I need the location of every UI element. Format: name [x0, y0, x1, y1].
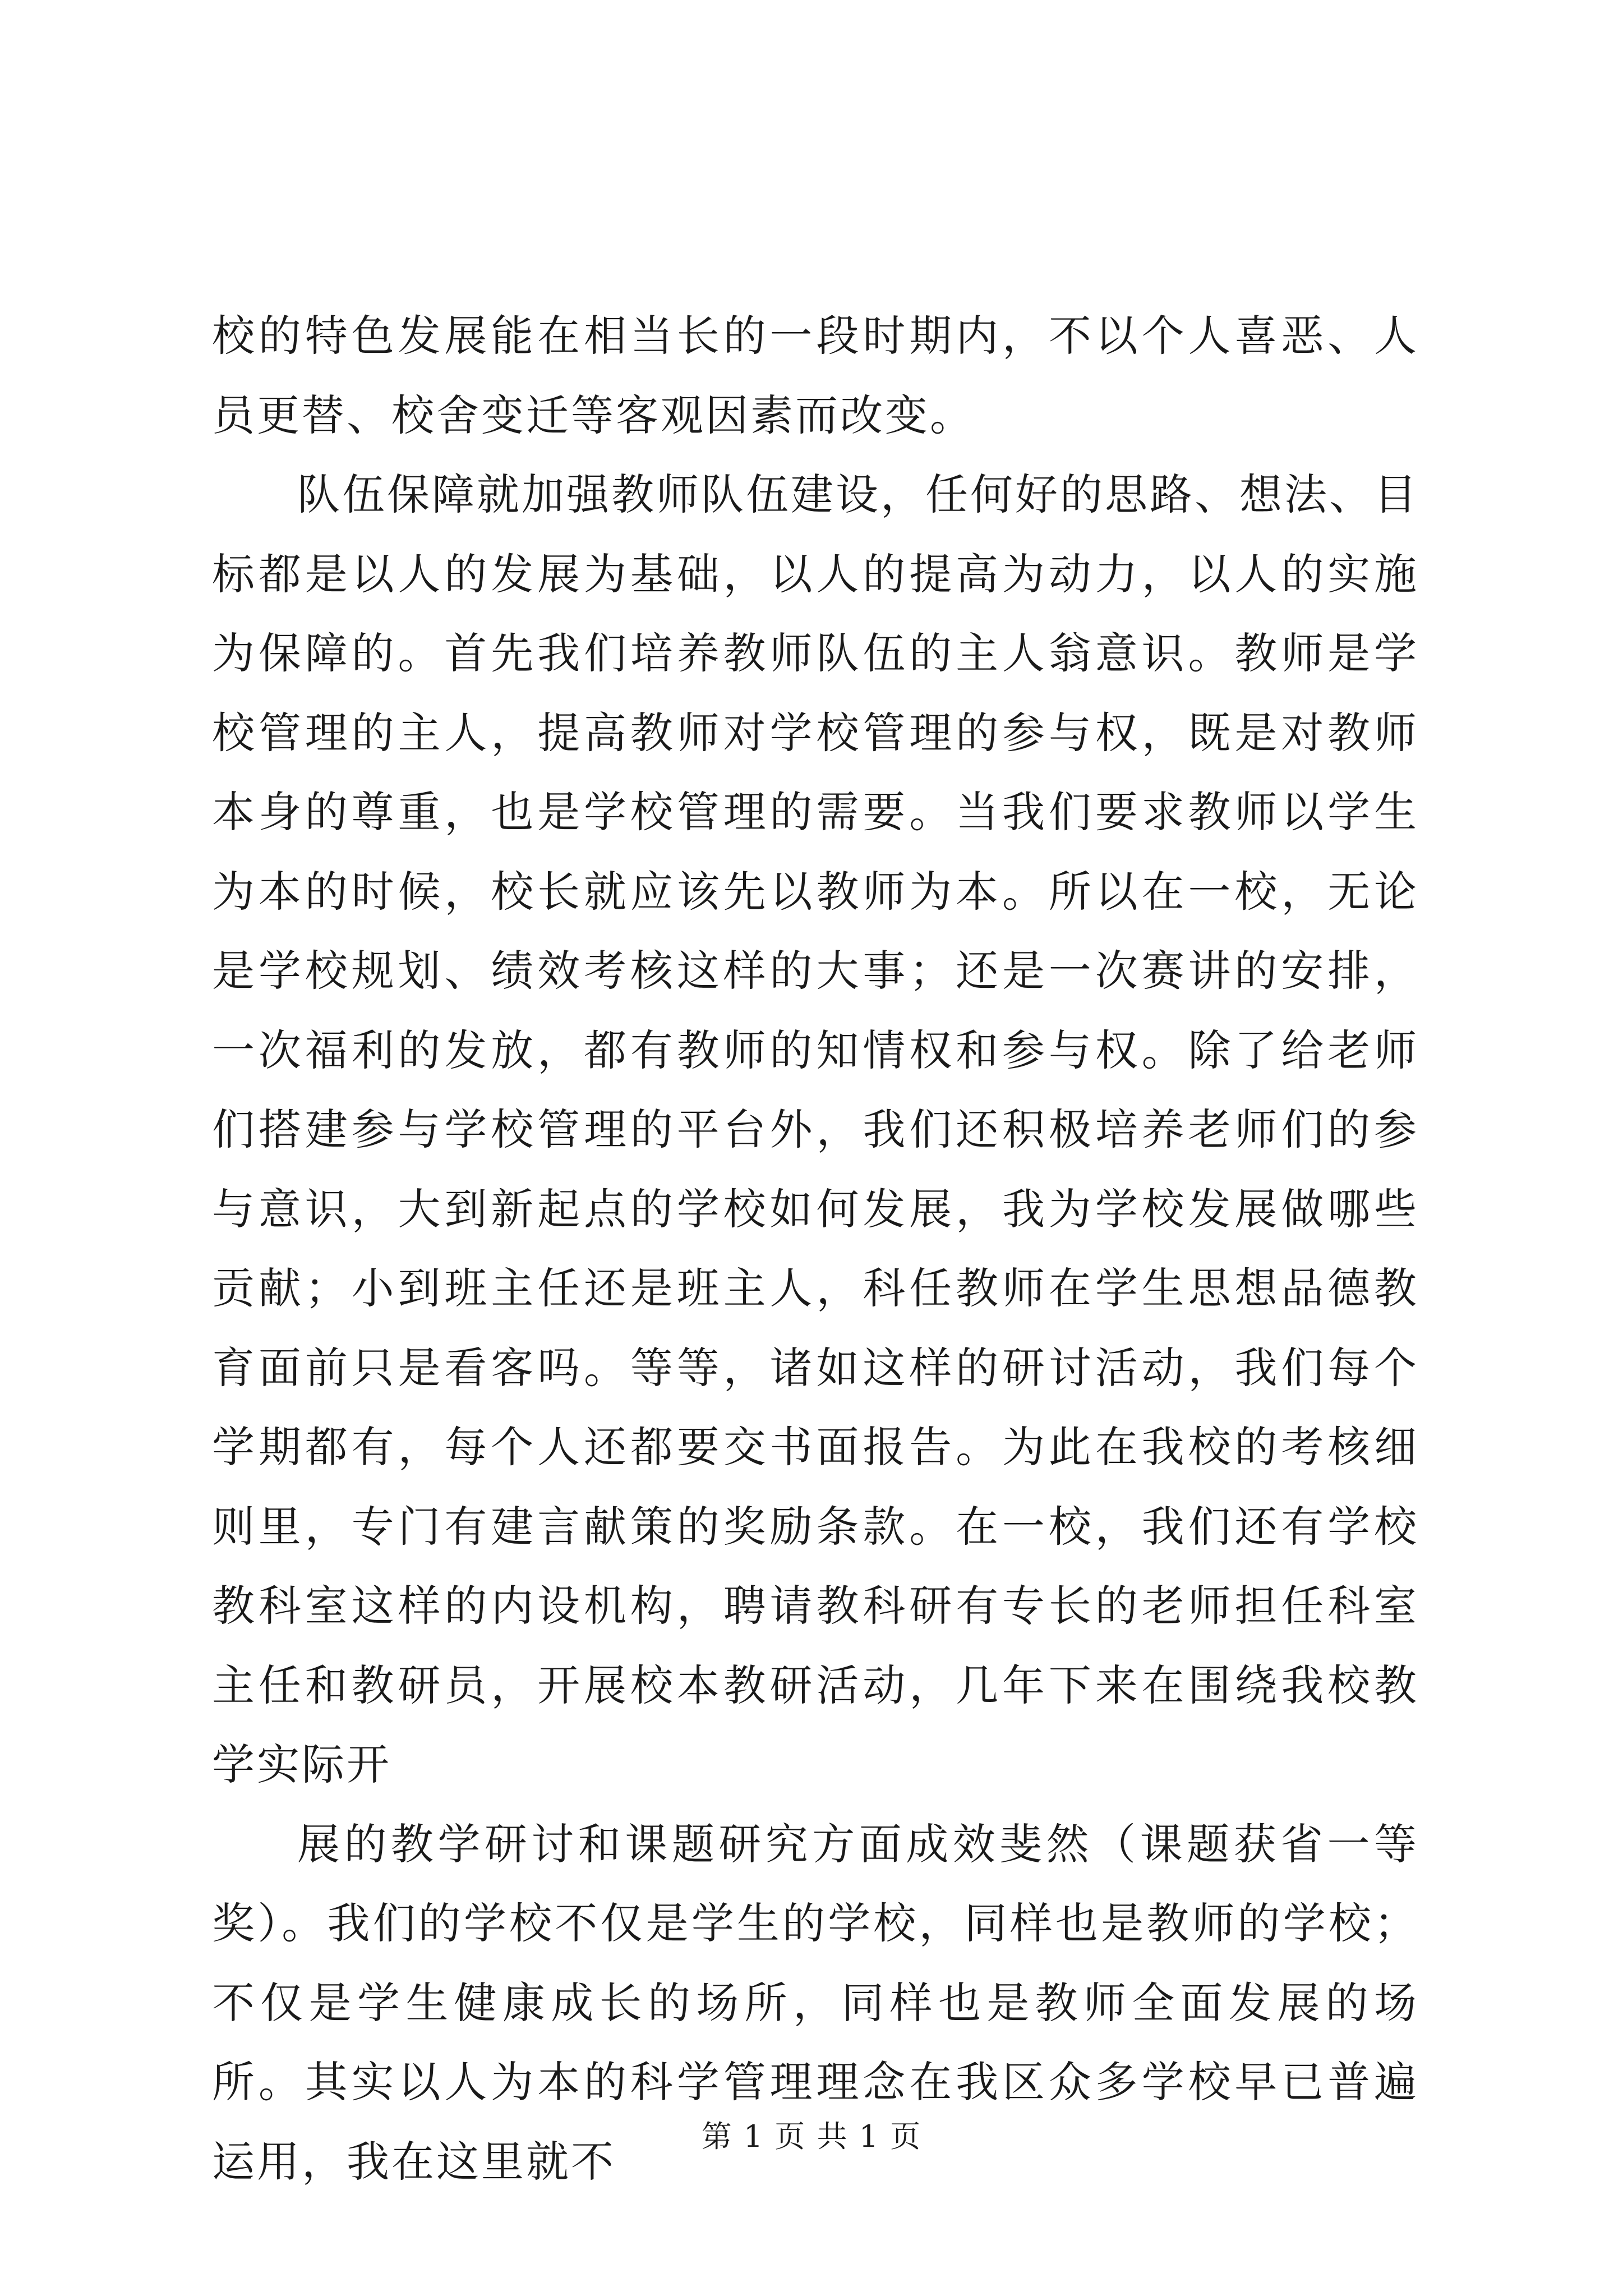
- document-body: [212, 296, 1419, 2201]
- paragraph-3: 展的教学研讨和课题研究方面成效斐然（课题获省一等奖）。我们的学校不仅是学生的学校，同样也是教师的学校；不仅是学生健康成长的场所，同样也是教师全面发展的场所。其实以人为本的科学管理理念在我区众多学校早已普遍运用，我在这里就不: [212, 1819, 1419, 2187]
- page-footer: 第 1 页 共 1 页: [701, 2119, 922, 2154]
- paragraph-2: 队伍保障就加强教师队伍建设，任何好的思路、想法、目标都是以人的发展为基础，以人的提高为动力，以人的实施为保障的。首先我们培养教师队伍的主人翁意识。教师是学校管理的主人，提高教师对学校管理的参与权，既是对教师本身的尊重，也是学校管理的需要。当我们要求教师以学生为本的时候，校长就应该先以教师为本。所以在一校，无论是学校规划、绩效考核这样的大事；还是一次赛讲的安排，一次福利的发放，都有教师的知情权和参与权。除了给老师们搭建参与学校管理的平台外，我们还积极培养老师们的参与意识，大到新起点的学校如何发展，我为学校发展做哪些贡献；小到班主任还是班主人，科任教师在学生思想品德教育面前只是看客吗。等等，诸如这样的研讨活动，我们每个学期都有，每个人还都要交书面报告。为此在我校的考核细则里，专门有建言献策的奖励条款。在一校，我们还有学校教科室这样的内设机构，聘请教科研有专长的老师担任科室主任和教研员，开展校本教研活动，几年下来在围绕我校教学实际开: [212, 470, 1419, 1789]
- paragraph-1: 校的特色发展能在相当长的一段时期内，不以个人喜恶、人员更替、校舍变迁等客观因素而改变。: [212, 311, 1419, 440]
